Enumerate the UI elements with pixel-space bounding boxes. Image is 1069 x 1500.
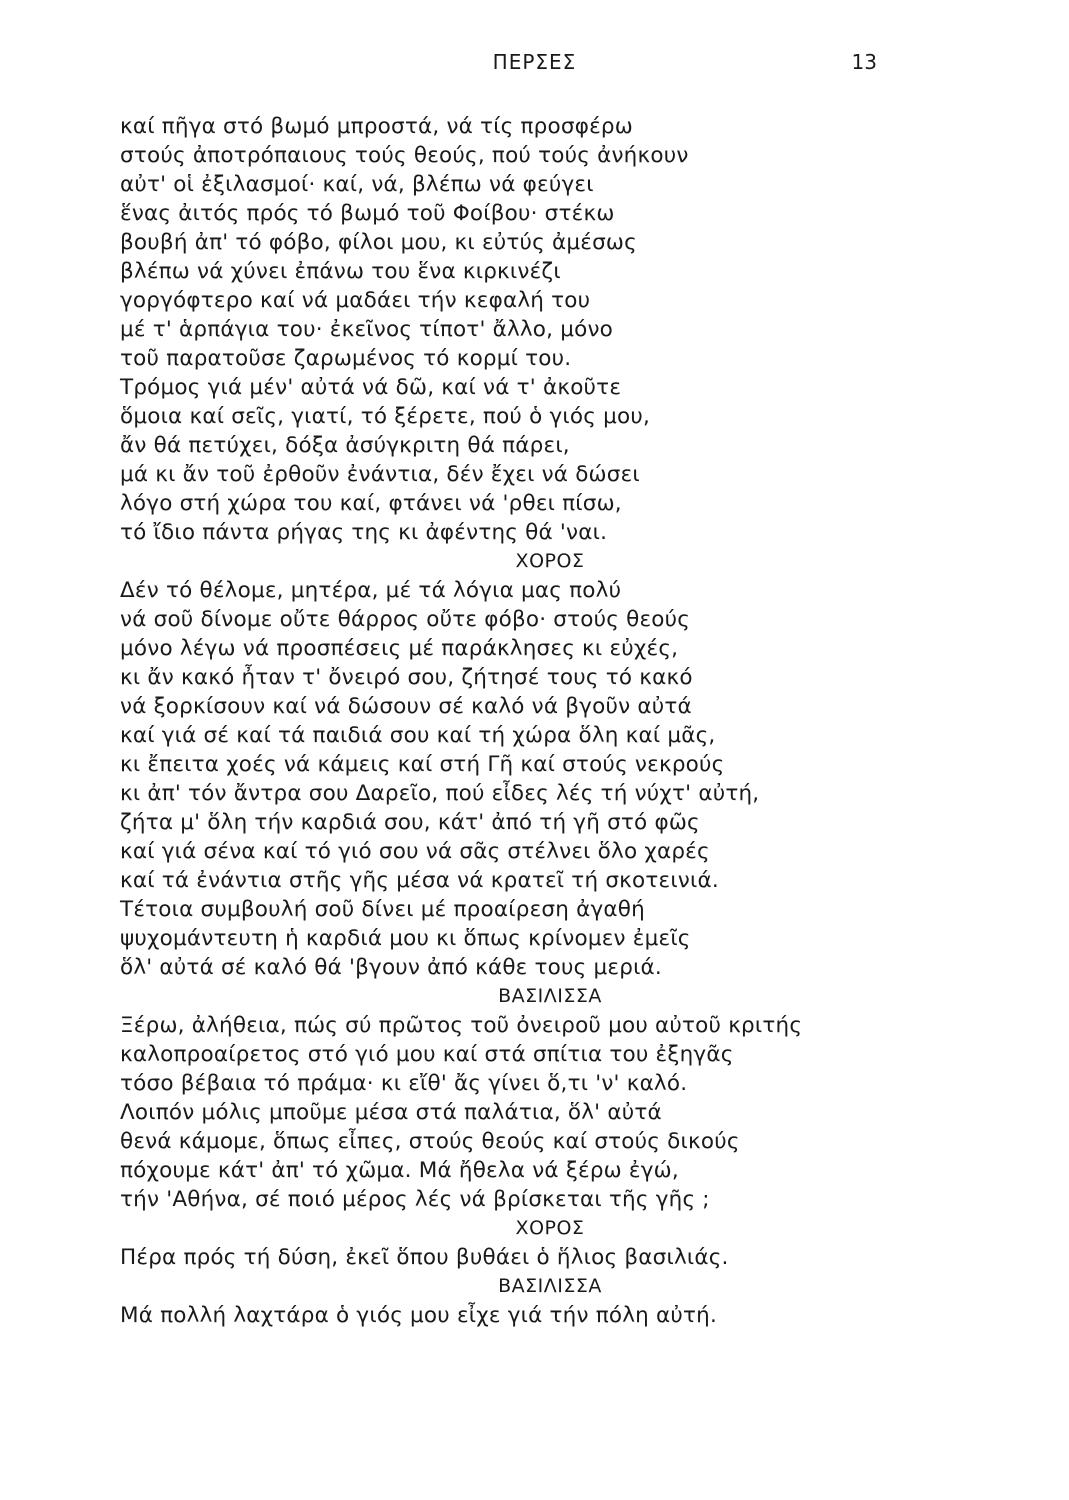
running-head-title: ΠΕΡΣΕΣ	[492, 50, 577, 74]
speaker-name: ΧΟΡΟΣ	[515, 1217, 585, 1239]
verse-line: Ξέρω, ἀλήθεια, πώς σύ πρῶτος τοῦ ὀνειροῦ μου αὐτοῦ κριτής	[120, 1013, 803, 1038]
verse-line: Τρόμος γιά μέν' αὐτά νά δῶ, καί νά τ' ἀκοῦτε	[120, 375, 622, 400]
verse-line: νά ξορκίσουν καί νά δώσουν σέ καλό νά βγοῦν αὐτά	[120, 694, 692, 719]
verse-line: αὐτ' οἱ ἐξιλασμοί· καί, νά, βλέπω νά φεύγει	[120, 172, 594, 197]
verse-line: μέ τ' ἁρπάγια του· ἐκεῖνος τίποτ' ἄλλο, μόνο	[120, 317, 614, 342]
verse-line: καί πῆγα στό βωμό μπροστά, νά τίς προσφέρω	[120, 114, 633, 139]
speaker-name: ΒΑΣΙΛΙΣΣΑ	[498, 985, 602, 1007]
verse-line: μόνο λέγω νά προσπέσεις μέ παράκλησες κι εὐχές,	[120, 636, 679, 661]
verse-line: βουβή ἀπ' τό φόβο, φίλοι μου, κι εὐτύς ἀμέσως	[120, 230, 637, 255]
verse-line: καλοπροαίρετος στό γιό μου καί στά σπίτια του ἐξηγᾶς	[120, 1042, 734, 1067]
verse-line: ὅλ' αὐτά σέ καλό θά 'βγουν ἀπό κάθε τους μεριά.	[120, 955, 662, 980]
verse-line: ἕνας ἀιτός πρός τό βωμό τοῦ Φοίβου· στέκω	[120, 201, 615, 226]
page-number: 13	[851, 50, 877, 74]
verse-line: ἄν θά πετύχει, δόξα ἀσύγκριτη θά πάρει,	[120, 433, 570, 458]
verse-line: λόγο στή χώρα του καί, φτάνει νά 'ρθει πίσω,	[120, 491, 622, 516]
verse-line: τόσο βέβαια τό πράμα· κι εἴθ' ἄς γίνει ὅ,τι 'ν' καλό.	[120, 1071, 688, 1096]
verse-line: βλέπω νά χύνει ἐπάνω του ἕνα κιρκινέζι	[120, 259, 561, 284]
verse-line: καί τά ἐνάντια στῆς γῆς μέσα νά κρατεῖ τή σκοτεινιά.	[120, 868, 719, 893]
verse-line: ζήτα μ' ὅλη τήν καρδιά σου, κάτ' ἀπό τή γῆ στό φῶς	[120, 810, 700, 835]
speaker-name: ΧΟΡΟΣ	[515, 550, 585, 572]
verse-line: τό ἴδιο πάντα ρήγας της κι ἀφέντης θά 'ναι.	[120, 520, 608, 545]
verse-line: στούς ἀποτρόπαιους τούς θεούς, πού τούς ἀνήκουν	[120, 143, 689, 168]
verse-line: Τέτοια συμβουλή σοῦ δίνει μέ προαίρεση ἀγαθή	[120, 897, 645, 922]
verse-line: τοῦ παρατοῦσε ζαρωμένος τό κορμί του.	[120, 346, 572, 371]
verse-line: νά σοῦ δίνομε οὔτε θάρρος οὔτε φόβο· στούς θεούς	[120, 607, 691, 632]
verse-line: κι ἀπ' τόν ἄντρα σου Δαρεῖο, πού εἶδες λές τή νύχτ' αὐτή,	[120, 781, 760, 806]
verse-line: ὅμοια καί σεῖς, γιατί, τό ξέρετε, πού ὁ γιός μου,	[120, 404, 651, 429]
verse-line: θενά κάμομε, ὅπως εἶπες, στούς θεούς καί στούς δικούς	[120, 1129, 740, 1154]
verse-line: καί γιά σένα καί τό γιό σου νά σᾶς στέλνει ὅλο χαρές	[120, 839, 710, 864]
verse-line: μά κι ἄν τοῦ ἐρθοῦν ἐνάντια, δέν ἔχει νά δώσει	[120, 462, 640, 487]
verse-line: τήν 'Αθήνα, σέ ποιό μέρος λές νά βρίσκεται τῆς γῆς ;	[120, 1187, 710, 1212]
verse-line: ψυχομάντευτη ἡ καρδιά μου κι ὅπως κρίνομεν ἐμεῖς	[120, 926, 691, 951]
verse-line: Μά πολλή λαχτάρα ὁ γιός μου εἶχε γιά τήν πόλη αὐτή.	[120, 1303, 718, 1328]
speaker-name: ΒΑΣΙΛΙΣΣΑ	[498, 1275, 602, 1297]
verse-line: κι ἄν κακό ἦταν τ' ὄνειρό σου, ζήτησέ τους τό κακό	[120, 665, 693, 690]
verse-line: πόχουμε κάτ' ἀπ' τό χῶμα. Μά ἤθελα νά ξέρω ἐγώ,	[120, 1158, 679, 1183]
play-text	[120, 112, 920, 1330]
verse-line: Δέν τό θέλομε, μητέρα, μέ τά λόγια μας πολύ	[120, 578, 622, 603]
verse-line: Λοιπόν μόλις μποῦμε μέσα στά παλάτια, ὅλ' αὐτά	[120, 1100, 662, 1125]
verse-line: καί γιά σέ καί τά παιδιά σου καί τή χώρα ὅλη καί μᾶς,	[120, 723, 716, 748]
verse-line: κι ἔπειτα χοές νά κάμεις καί στή Γῆ καί στούς νεκρούς	[120, 752, 725, 777]
verse-line: γοργόφτερο καί νά μαδάει τήν κεφαλή του	[120, 288, 591, 313]
verse-line: Πέρα πρός τή δύση, ἐκεῖ ὅπου βυθάει ὁ ἥλιος βασιλιάς.	[120, 1245, 729, 1270]
